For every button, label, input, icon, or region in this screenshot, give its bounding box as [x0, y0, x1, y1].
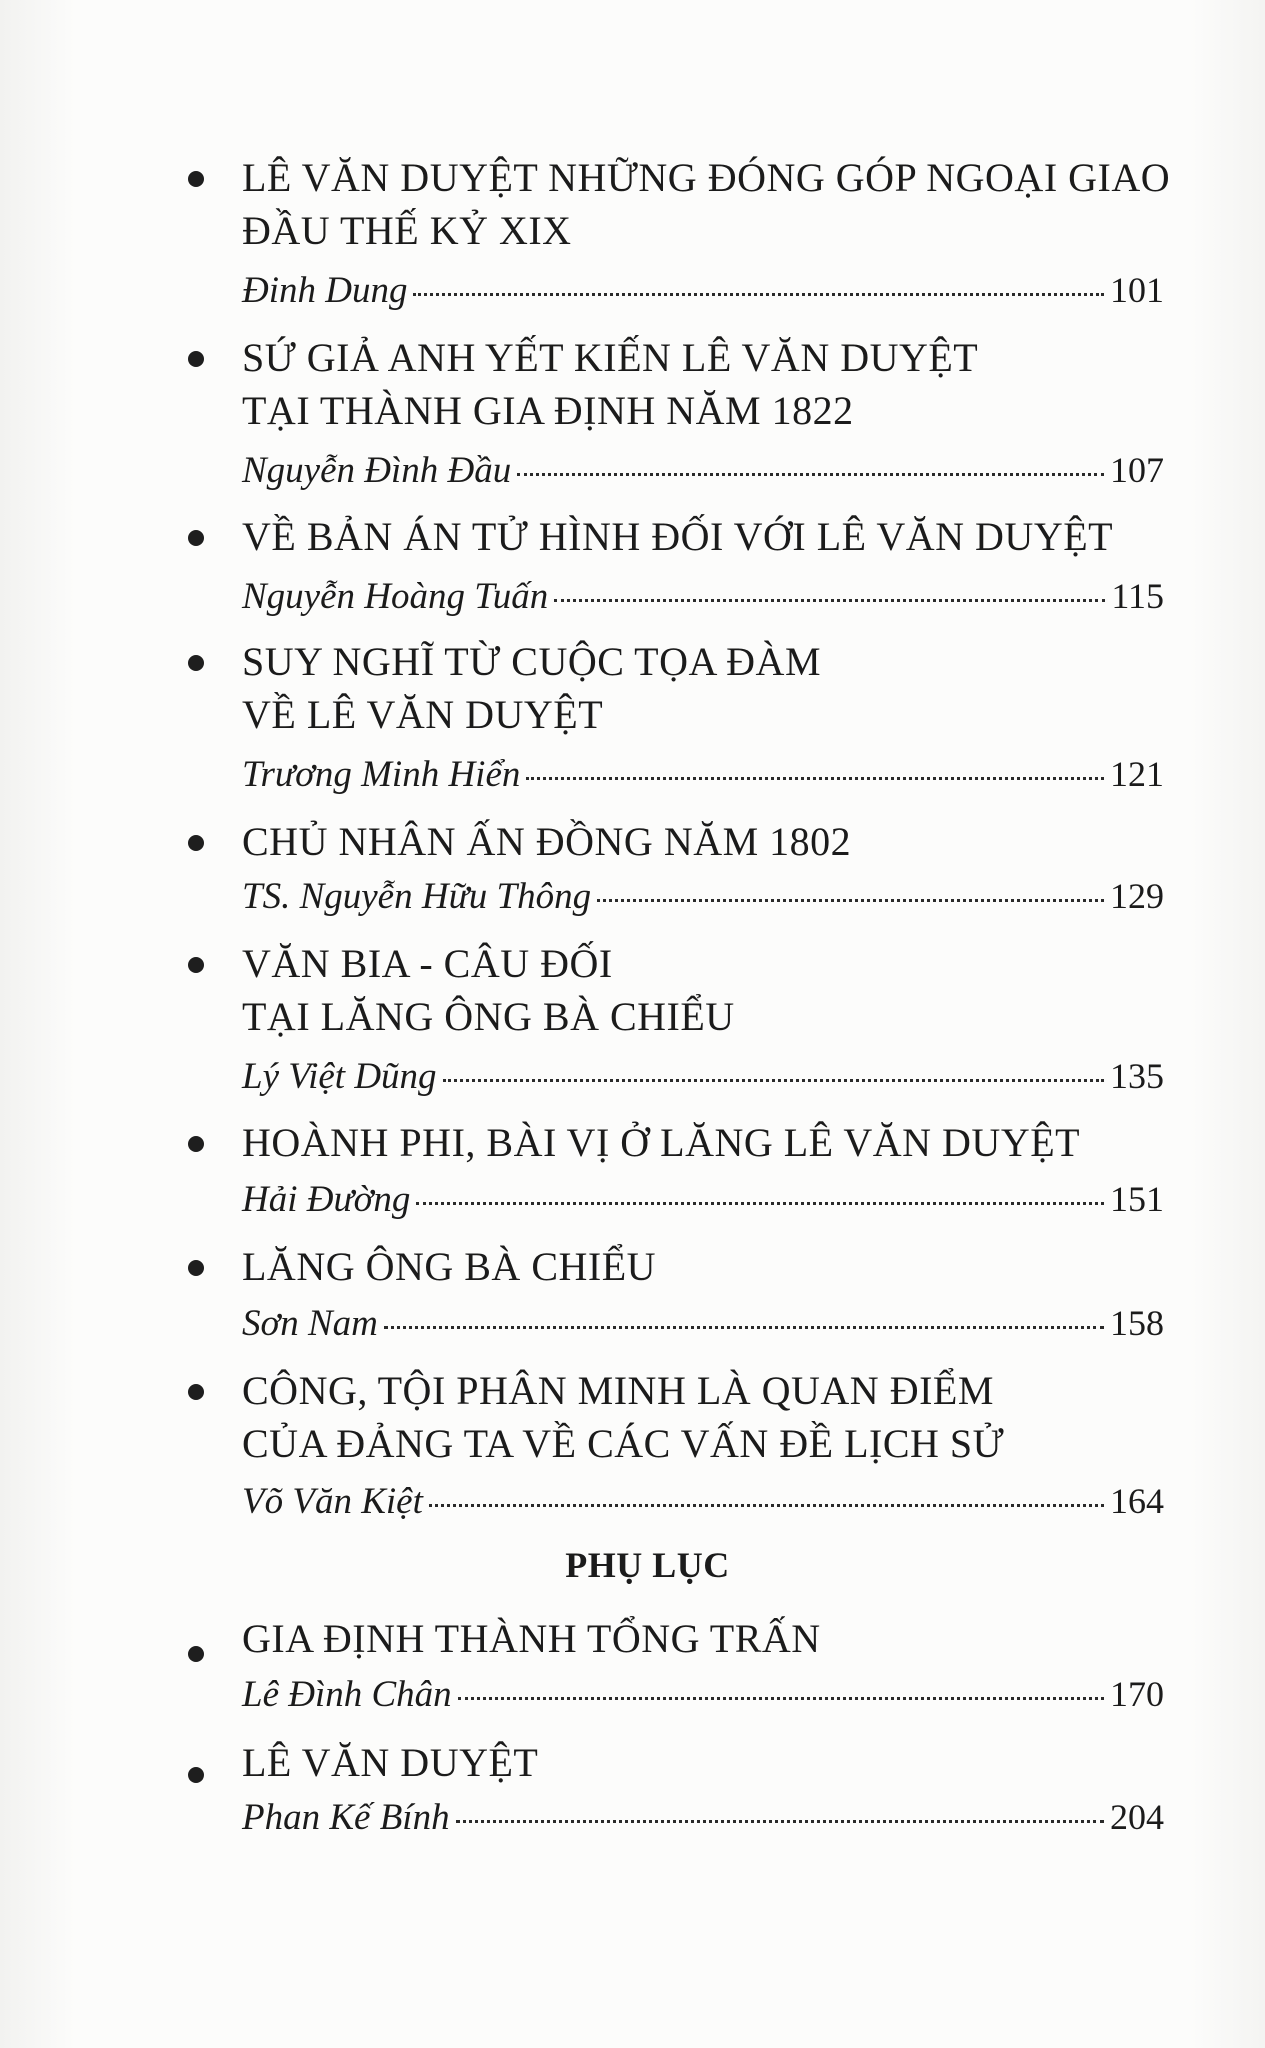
entry-title-line: SUY NGHĨ TỪ CUỘC TỌA ĐÀM	[242, 639, 822, 684]
entry-title-line: SỨ GIẢ ANH YẾT KIẾN LÊ VĂN DUYỆT	[242, 335, 979, 380]
entry-author-row	[242, 1053, 1164, 1099]
bullet-icon	[188, 351, 204, 367]
entry-page-number: 115	[1111, 576, 1164, 616]
entry-author-row	[242, 873, 1164, 919]
entry-author-row	[242, 1794, 1164, 1840]
entry-author: Võ Văn Kiệt	[242, 1481, 423, 1522]
entry-title-line: LÊ VĂN DUYỆT	[242, 1740, 539, 1785]
entry-title-line: HOÀNH PHI, BÀI VỊ Ở LĂNG LÊ VĂN DUYỆT	[242, 1120, 1081, 1165]
entry-page-number: 158	[1110, 1303, 1164, 1343]
entry-title-line: LĂNG ÔNG BÀ CHIỂU	[242, 1244, 657, 1289]
entry-author-row	[242, 1176, 1164, 1222]
entry-title-line: CHỦ NHÂN ẤN ĐỒNG NĂM 1802	[242, 819, 852, 864]
dot-leader	[456, 1820, 1104, 1823]
bullet-icon	[188, 1260, 204, 1276]
entry-page-number: 135	[1110, 1056, 1164, 1096]
entry-author-row	[242, 1671, 1164, 1717]
entry-author-row	[242, 1478, 1164, 1524]
entry-author: Trương Minh Hiển	[242, 754, 521, 795]
bullet-icon	[188, 655, 204, 671]
entry-author: Lý Việt Dũng	[242, 1056, 437, 1097]
entry-page-number: 101	[1110, 270, 1164, 310]
entry-author: Lê Đình Chân	[242, 1674, 452, 1715]
entry-title-line: VỀ LÊ VĂN DUYỆT	[242, 692, 604, 737]
dot-leader	[416, 1202, 1104, 1205]
entry-title-line: CÔNG, TỘI PHÂN MINH LÀ QUAN ĐIỂM	[242, 1368, 994, 1413]
dot-leader	[597, 899, 1104, 902]
entry-author: TS. Nguyễn Hữu Thông	[242, 876, 592, 917]
bullet-icon	[188, 1767, 204, 1783]
dot-leader	[458, 1697, 1104, 1700]
bullet-icon	[188, 1136, 204, 1152]
entry-title-line: ĐẦU THẾ KỶ XIX	[242, 208, 572, 253]
entry-page-number: 204	[1110, 1797, 1164, 1837]
entry-author-row	[242, 267, 1164, 313]
bullet-icon	[188, 1646, 204, 1662]
bullet-icon	[188, 1384, 204, 1400]
entry-author-row	[242, 573, 1164, 619]
bullet-icon	[188, 171, 204, 187]
bullet-icon	[188, 957, 204, 973]
dot-leader	[443, 1079, 1104, 1082]
entry-author: Đinh Dung	[242, 270, 408, 311]
dot-leader	[526, 777, 1104, 780]
dot-leader	[517, 473, 1104, 476]
entry-title-line: TẠI THÀNH GIA ĐỊNH NĂM 1822	[242, 388, 854, 433]
entry-title-line: GIA ĐỊNH THÀNH TỔNG TRẤN	[242, 1616, 821, 1661]
entry-author: Nguyễn Hoàng Tuấn	[242, 576, 549, 617]
entry-author-row	[242, 751, 1164, 797]
entry-author: Phan Kế Bính	[242, 1797, 450, 1838]
entry-page-number: 121	[1110, 754, 1164, 794]
entry-title-line: CỦA ĐẢNG TA VỀ CÁC VẤN ĐỀ LỊCH SỬ	[242, 1421, 1005, 1466]
appendix-heading: PHỤ LỤC	[565, 1545, 730, 1585]
entry-author: Sơn Nam	[242, 1303, 378, 1344]
entry-title-line: VỀ BẢN ÁN TỬ HÌNH ĐỐI VỚI LÊ VĂN DUYỆT	[242, 514, 1114, 559]
entry-page-number: 151	[1110, 1179, 1164, 1219]
entry-title-line: VĂN BIA - CÂU ĐỐI	[242, 941, 613, 986]
entry-page-number: 129	[1110, 876, 1164, 916]
entry-title-line: TẠI LĂNG ÔNG BÀ CHIỂU	[242, 994, 735, 1039]
bullet-icon	[188, 530, 204, 546]
entry-title-line: LÊ VĂN DUYỆT NHỮNG ĐÓNG GÓP NGOẠI GIAO	[242, 155, 1171, 200]
entry-author: Hải Đường	[242, 1179, 411, 1220]
dot-leader	[554, 599, 1105, 602]
dot-leader	[413, 293, 1104, 296]
dot-leader	[429, 1504, 1104, 1507]
bullet-icon	[188, 835, 204, 851]
entry-page-number: 107	[1110, 450, 1164, 490]
entry-author: Nguyễn Đình Đầu	[242, 450, 512, 491]
entry-author-row	[242, 447, 1164, 493]
dot-leader	[384, 1326, 1104, 1329]
entry-author-row	[242, 1300, 1164, 1346]
entry-page-number: 164	[1110, 1481, 1164, 1521]
entry-page-number: 170	[1110, 1674, 1164, 1714]
